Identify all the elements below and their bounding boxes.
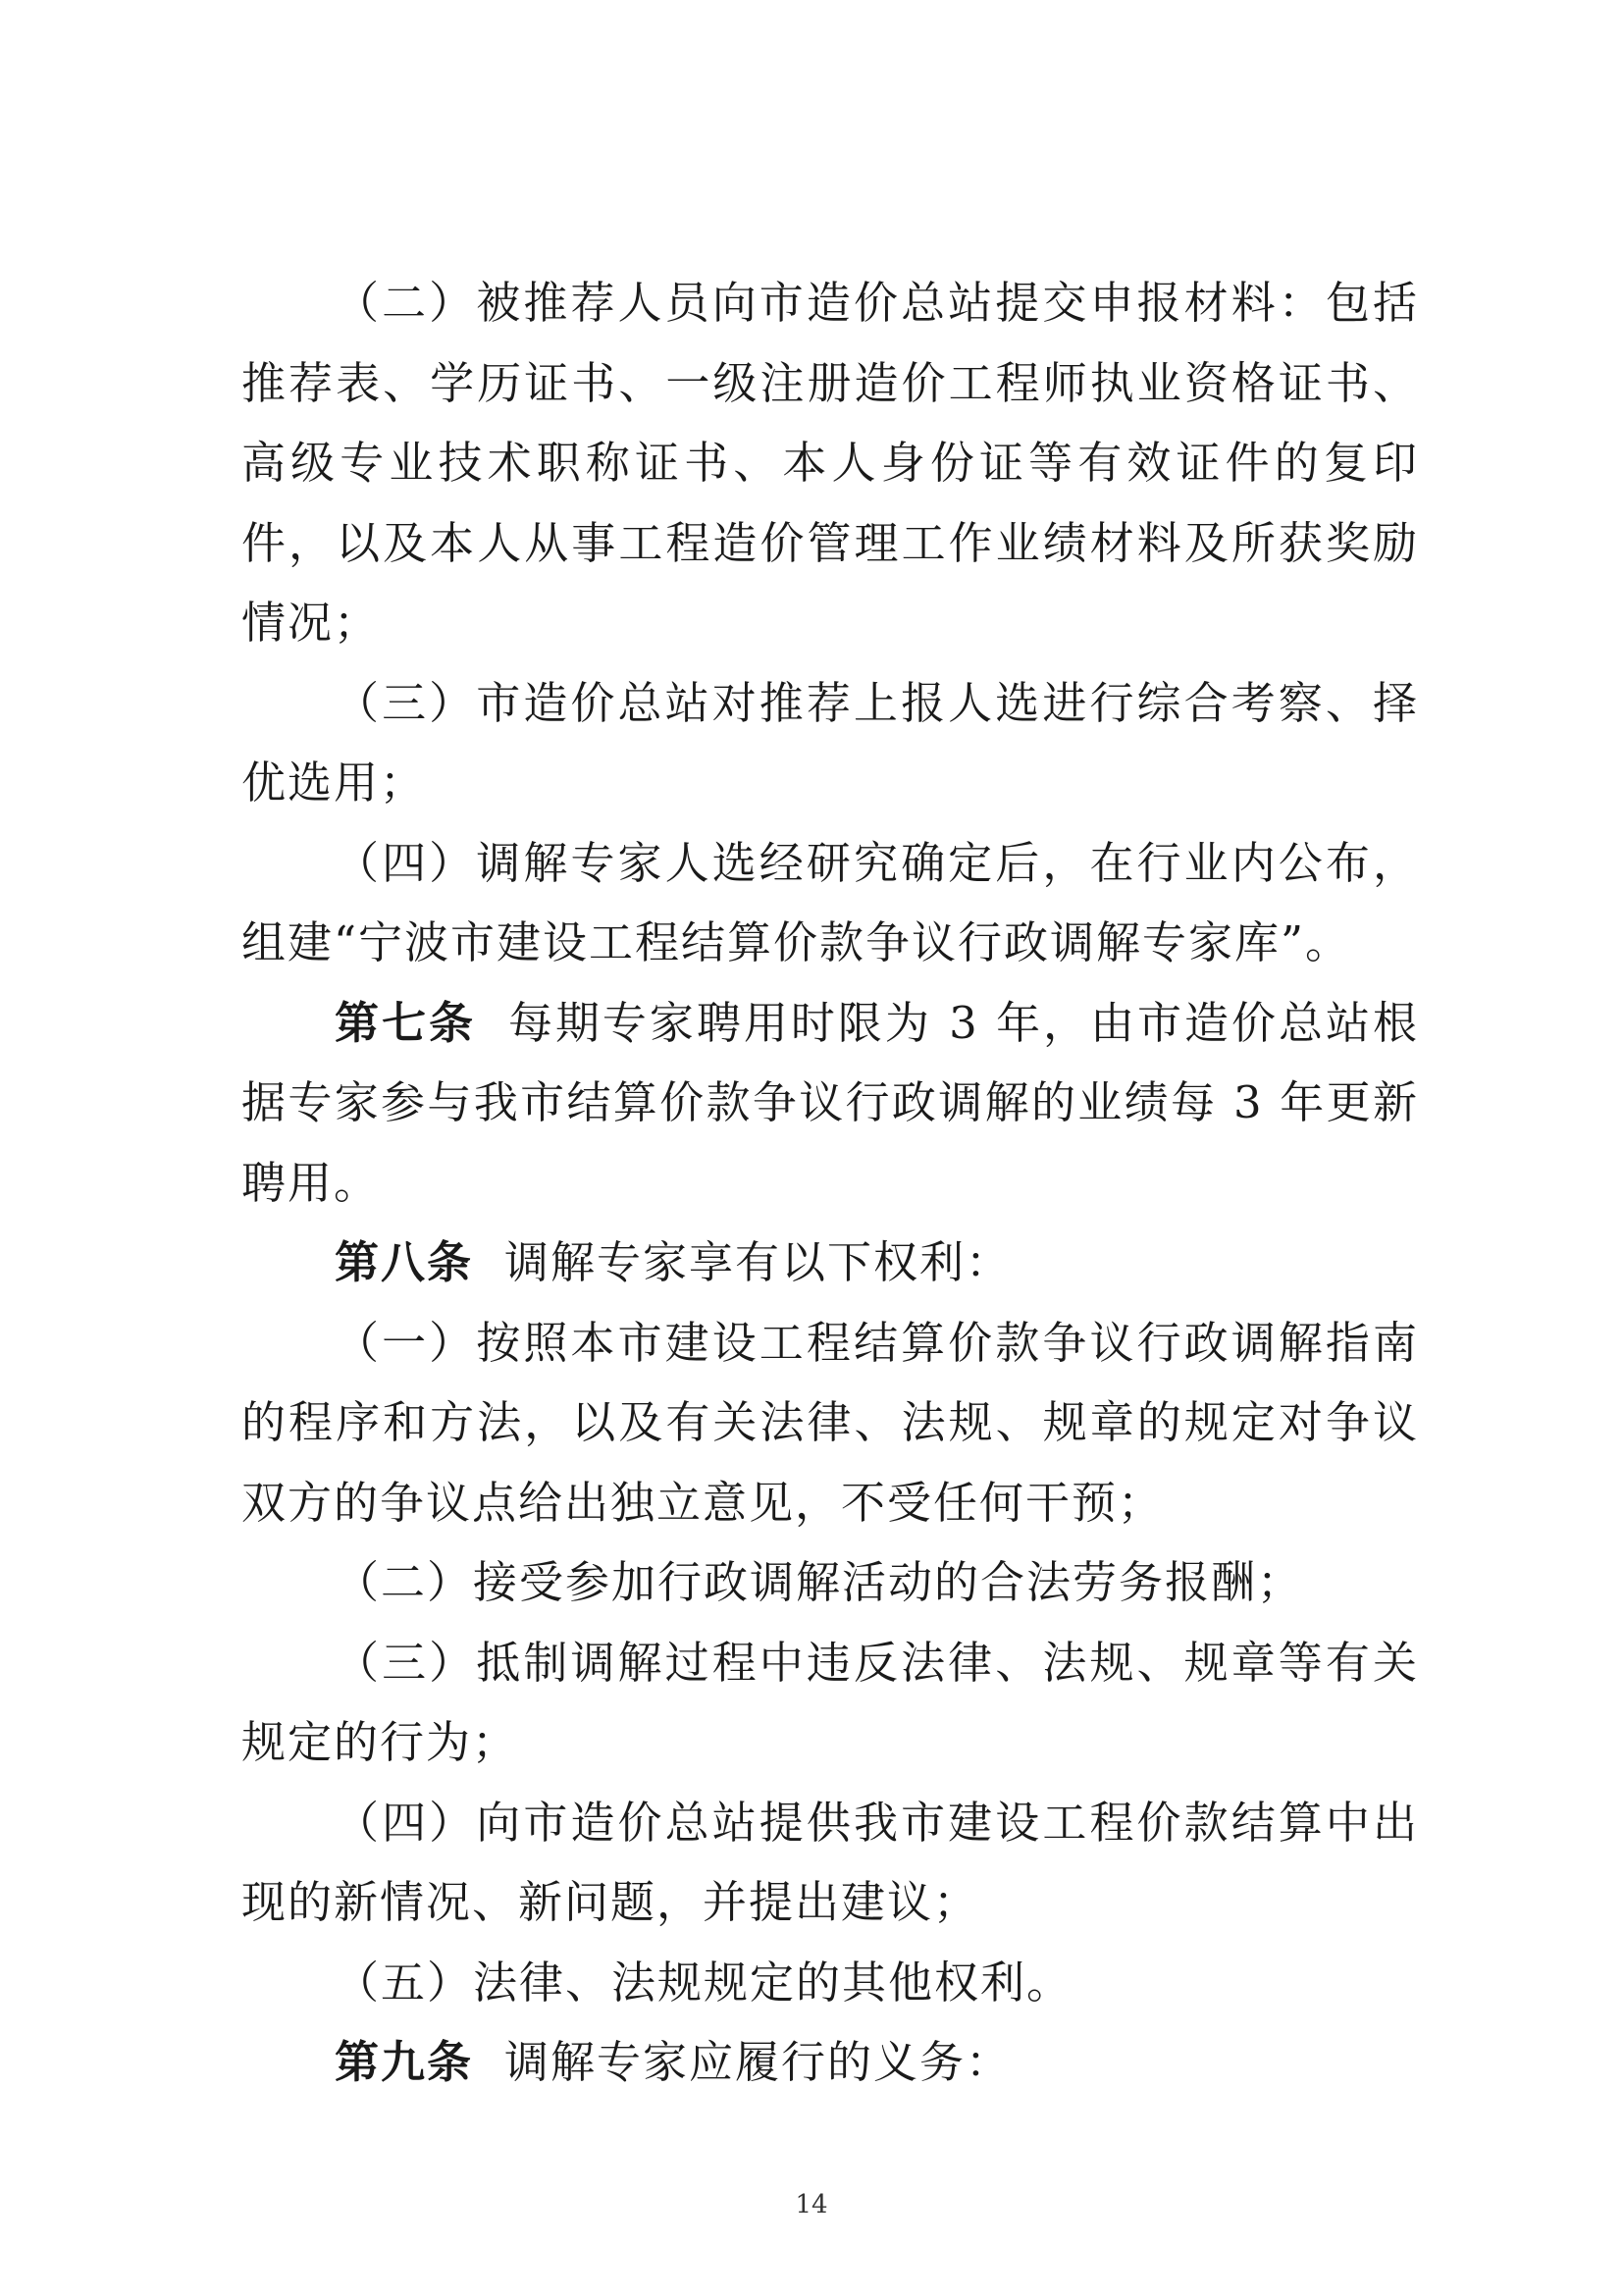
- page-number: 14: [795, 2190, 828, 2219]
- article-text: 调解专家应履行的义务：: [504, 2036, 1013, 2088]
- right-item-5: [241, 1943, 1419, 2023]
- paragraph-text: （五）法律、法规规定的其他权利。: [335, 1956, 1073, 2009]
- paragraph-text: （一）按照本市建设工程结算价款争议行政调解指南的程序和方法，以及有关法律、法规、规章的规定对争议双方的争议点给出独立意见，不受任何干预；: [241, 1316, 1419, 1529]
- article-label: 第八条: [335, 1236, 474, 1288]
- article-text: 每期专家聘用时限为 3 年，由市造价总站根据专家参与我市结算价款争议行政调解的业绩每 3 年更新聘用。: [241, 996, 1419, 1209]
- right-item-4: [241, 1783, 1419, 1943]
- article-label: 第七条: [335, 996, 476, 1049]
- paragraph-text: （二）接受参加行政调解活动的合法劳务报酬；: [335, 1556, 1304, 1608]
- right-item-1: [241, 1303, 1419, 1543]
- article-9: [241, 2022, 1419, 2103]
- article-text: 调解专家享有以下权利：: [504, 1236, 1013, 1288]
- paragraph-item-3-review: [241, 663, 1419, 823]
- paragraph-text: （三）市造价总站对推荐上报人选进行综合考察、择优选用；: [241, 676, 1419, 809]
- document-body: [241, 263, 1419, 2103]
- right-item-3: [241, 1623, 1419, 1783]
- paragraph-text: （三）抵制调解过程中违反法律、法规、规章等有关规定的行为；: [241, 1636, 1419, 1768]
- right-item-2: [241, 1542, 1419, 1623]
- paragraph-text: （四）向市造价总站提供我市建设工程价款结算中出现的新情况、新问题，并提出建议；: [241, 1796, 1419, 1928]
- article-7: [241, 983, 1419, 1224]
- article-label: 第九条: [335, 2036, 474, 2088]
- paragraph-item-4-publish: [241, 823, 1419, 983]
- paragraph-item-2-materials: [241, 263, 1419, 663]
- article-8: [241, 1223, 1419, 1303]
- paragraph-text: （四）调解专家人选经研究确定后，在行业内公布，组建“宁波市建设工程结算价款争议行政调解专家库”。: [241, 836, 1419, 968]
- paragraph-text: （二）被推荐人员向市造价总站提交申报材料：包括推荐表、学历证书、一级注册造价工程师执业资格证书、高级专业技术职称证书、本人身份证等有效证件的复印件，以及本人从事工程造价管理工作业绩材料及所获奖励情况；: [241, 277, 1419, 649]
